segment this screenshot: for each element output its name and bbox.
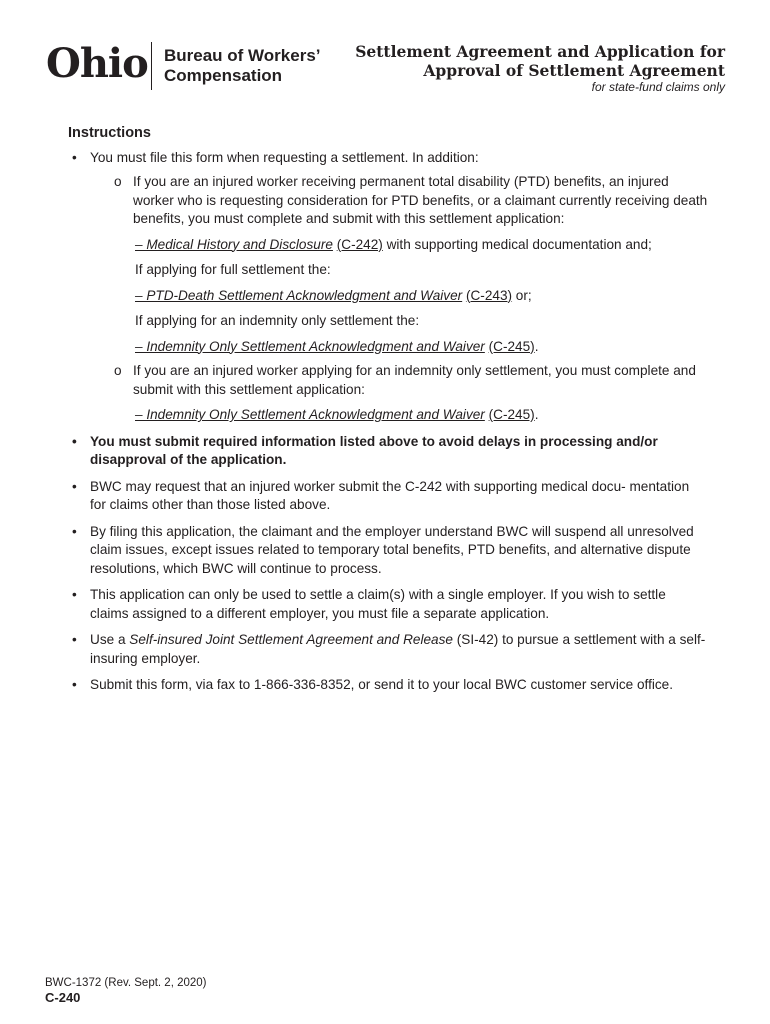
instruction-text: By filing this application, the claimant and the employer understand BWC will suspend all unresolved claim issues, except issues related to temporary total benefits, PTD benefits, and alternative dispute resolutions, which BWC will continue to process. [90, 523, 694, 576]
bullet-mark: • [72, 677, 77, 692]
full-settlement-text: If applying for full settlement the: [135, 262, 331, 277]
form-reference-c242 [90, 236, 708, 255]
form-number: C-240 [45, 990, 81, 1005]
form-title-line2: Approval of Settlement Agreement [423, 61, 725, 80]
form-link-medical-history[interactable]: – Medical History and Disclosure [135, 236, 333, 252]
instruction-text-post: (SI-42) to pursue a settlement with a self-insuring employer. [90, 632, 706, 666]
form-reference-tail: . [534, 407, 539, 422]
instructions-heading: Instructions [68, 125, 151, 141]
bullet-mark: • [72, 149, 77, 165]
form-reference-tail: with supporting medical documentation and; [382, 236, 652, 252]
form-title-si42: Self-insured Joint Settlement Agreement and Release [129, 632, 453, 647]
instruction-item-suspend-issues [68, 523, 708, 579]
form-reference-c245-indemnity [90, 406, 708, 425]
ohio-logo-wordmark: Ohio [46, 40, 148, 87]
instruction-item-file-form [68, 149, 708, 425]
form-code-c242[interactable]: (C-242) [336, 236, 383, 252]
form-code-c245[interactable]: (C-245) [488, 407, 535, 422]
form-reference-c243 [90, 287, 708, 306]
bullet-mark: • [72, 587, 77, 602]
sub-bullet-mark: o [114, 363, 122, 378]
instruction-text: You must file this form when requesting a settlement. In addition: [90, 149, 479, 165]
form-subtitle: for state-fund claims only [591, 80, 725, 94]
form-reference-c245 [90, 338, 708, 357]
form-link-indemnity-waiver[interactable]: – Indemnity Only Settlement Acknowledgment and Waiver [135, 407, 485, 422]
bullet-mark: • [72, 478, 77, 494]
form-reference-tail: or; [512, 287, 532, 303]
instruction-item-bwc-request [68, 478, 708, 515]
instructions-section [68, 124, 708, 703]
form-link-ptd-death-waiver[interactable]: – PTD-Death Settlement Acknowledgment and Waiver [135, 287, 463, 303]
instruction-text-pre: Use a [90, 632, 130, 647]
instruction-text: This application can only be used to settle a claim(s) with a single employer. If you wish to settle claims assigned to a different employer, you must file a separate application. [90, 587, 666, 621]
form-revision: BWC-1372 (Rev. Sept. 2, 2020) [45, 977, 207, 989]
bureau-name [164, 46, 321, 86]
instruction-text: Submit this form, via fax to 1-866-336-8352, or send it to your local BWC customer service office. [90, 677, 674, 692]
bullet-mark: • [72, 433, 77, 449]
sub-item-indemnity-only [90, 362, 708, 399]
sub-bullet-mark: o [114, 174, 122, 189]
bullet-mark: • [72, 632, 77, 647]
form-title-line1: Settlement Agreement and Application for [355, 42, 725, 61]
instruction-item-submit [68, 676, 708, 695]
sub-item-text: If you are an injured worker applying for an indemnity only settlement, you must complete and submit with this settlement application: [133, 363, 696, 397]
indemnity-settlement-text: If applying for an indemnity only settlement the: [135, 313, 420, 328]
instruction-item-self-insured [68, 631, 708, 668]
sub-item-ptd-death [90, 173, 708, 229]
instruction-text: You must submit required information listed above to avoid delays in processing and/or disapproval of the application. [90, 433, 658, 467]
form-title-block [355, 42, 725, 94]
form-reference-tail: . [534, 338, 539, 354]
form-footer [45, 976, 207, 1006]
logo-divider [151, 42, 152, 90]
bureau-name-line1: Bureau of Workers’ [164, 46, 321, 65]
sub-item-text: If you are an injured worker receiving permanent total disability (PTD) benefits, an injured worker who is requesting consideration for PTD benefits, or a claimant currently receiving death benefits, you must complete and submit with this settlement application: [133, 174, 708, 226]
bureau-name-line2: Compensation [164, 66, 283, 85]
instruction-item-single-employer [68, 586, 708, 623]
instruction-item-required-info [68, 433, 708, 470]
form-link-indemnity-waiver[interactable]: – Indemnity Only Settlement Acknowledgment and Waiver [135, 338, 485, 354]
bullet-mark: • [72, 523, 77, 539]
instruction-text: BWC may request that an injured worker submit the C-242 with supporting medical docu- mentation for claims other than those listed above. [90, 478, 690, 512]
form-code-c243[interactable]: (C-243) [465, 287, 513, 303]
form-code-c245[interactable]: (C-245) [488, 338, 535, 354]
